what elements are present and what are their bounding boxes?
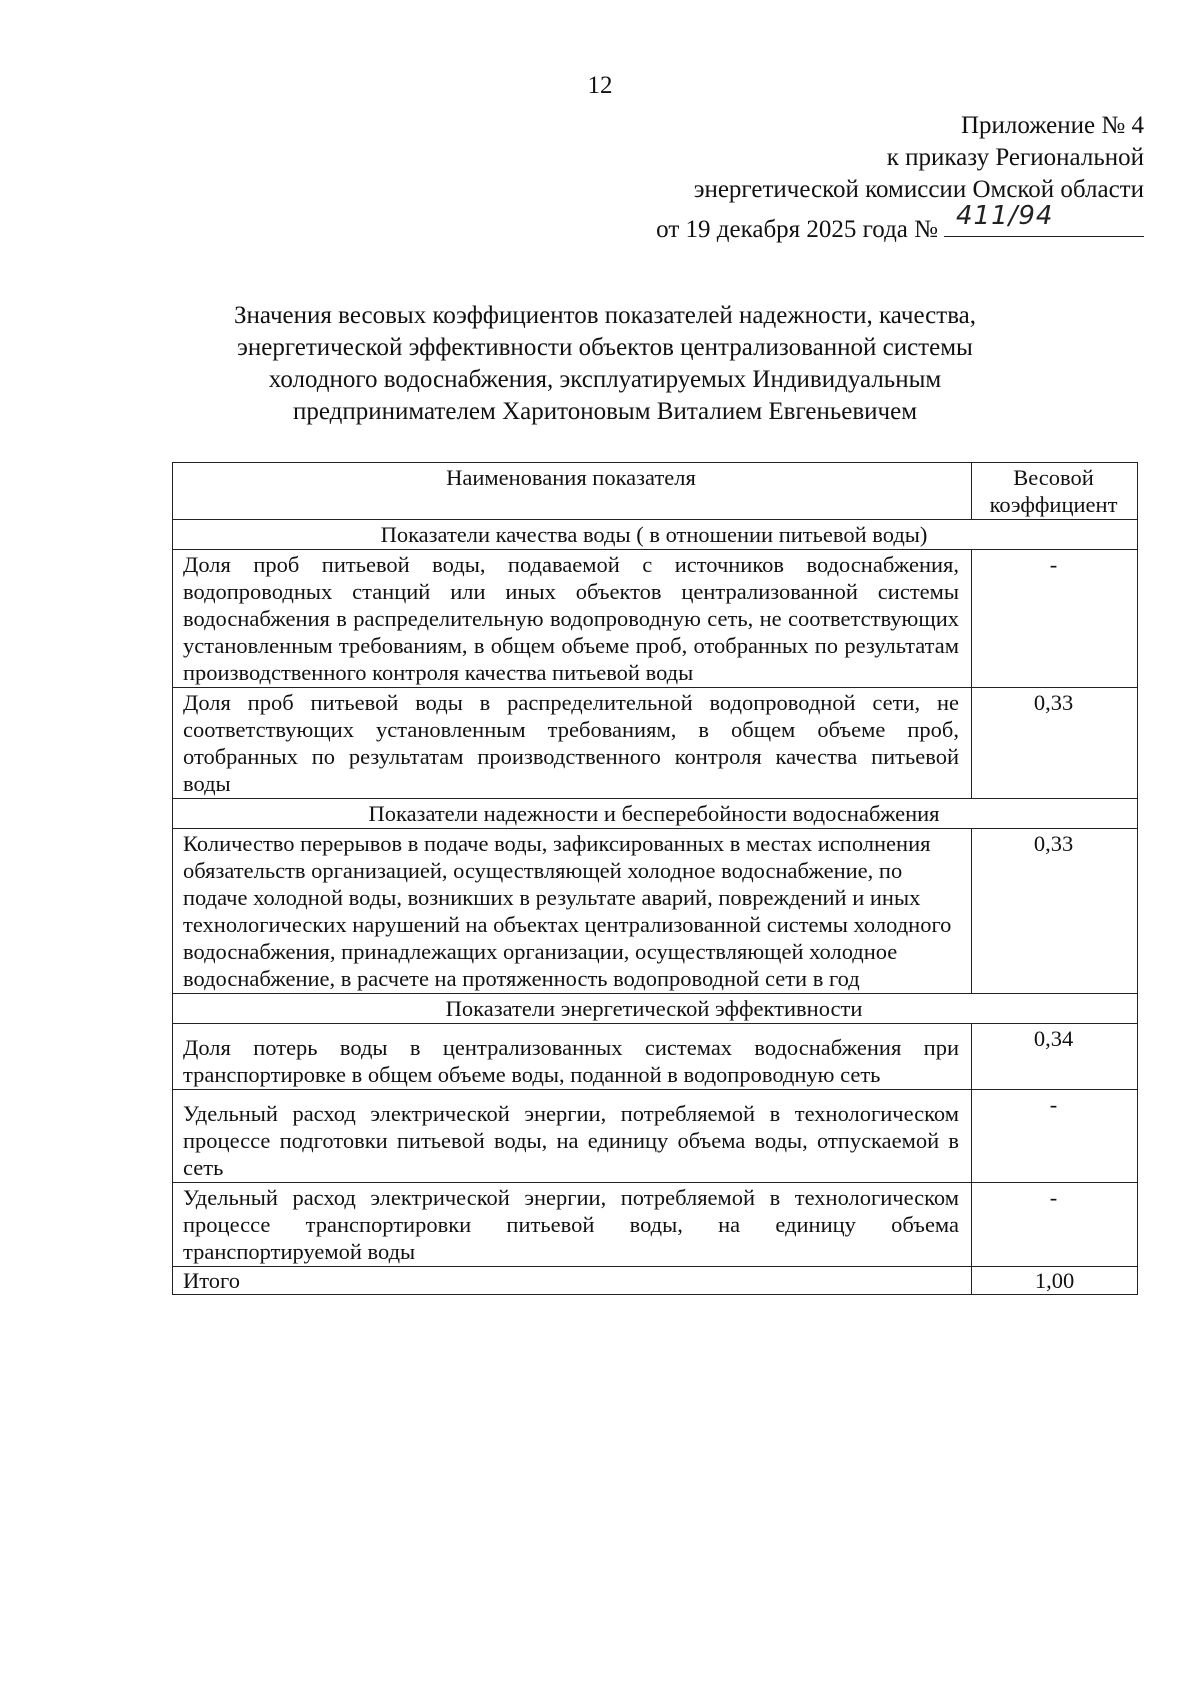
title-line-1: Значения весовых коэффициентов показателей надежности, качества, [233,302,977,329]
indicator-weight: - [972,1090,1138,1183]
total-row [173,1267,1138,1295]
page-number: 12 [587,72,613,99]
order-reference: к приказу Региональной [886,144,1144,171]
order-date: от 19 декабря 2025 года № [656,216,938,243]
table-row [173,1183,1138,1267]
section-title: Показатели надежности и бесперебойности водоснабжения [173,799,1138,829]
indicators-table [172,462,1138,1295]
column-header-name: Наименования показателя [173,463,972,520]
indicator-weight: - [972,550,1138,688]
indicator-weight: 0,33 [972,829,1138,994]
indicator-name: Доля проб питьевой воды, подаваемой с источников водоснабжения, водопроводных станций или иных объектов централизованной системы водоснабжения в распределительную водопроводную сеть, не соответствующих установленным требованиям, в общем объеме проб, отобранных по результатам производственного контроля качества питьевой воды [173,550,972,688]
table-row [173,688,1138,799]
table-row [173,1090,1138,1183]
table-row [173,1024,1138,1090]
table-row [173,550,1138,688]
indicator-weight: 0,33 [972,688,1138,799]
order-date-line [584,201,1144,246]
handwritten-order-number: 411/94 [956,201,1054,231]
indicator-name: Доля потерь воды в централизованных системах водоснабжения при транспортировке в общем объеме воды, поданной в водопроводную сеть [173,1024,972,1090]
section-row-energy-efficiency [173,994,1138,1024]
table-header-row [173,463,1138,520]
title-line-2: энергетической эффективности объектов централизованной системы [237,334,973,361]
indicator-name: Количество перерывов в подаче воды, зафиксированных в местах исполнения обязательств организацией, осуществляющей холодное водоснабжение, по подаче холодной воды, возникших в результате аварий, повреждений и иных технологических нарушений на объектах централизованной системы холодного водоснабжения, принадлежащих организации, осуществляющей холодное водоснабжение, в расчете на протяженность водопроводной сети в год [173,829,972,994]
section-row-reliability [173,799,1138,829]
section-title: Показатели энергетической эффективности [173,994,1138,1024]
order-number-field [944,201,1144,237]
table-row [173,829,1138,994]
indicator-name: Удельный расход электрической энергии, потребляемой в технологическом процессе подготовки питьевой воды, на единицу объема воды, отпускаемой в сеть [173,1090,972,1183]
indicator-weight: 0,34 [972,1024,1138,1090]
total-value: 1,00 [972,1267,1138,1295]
column-header-weight-line-1: Весовой [1013,465,1094,490]
title-line-4: предпринимателем Харитоновым Виталием Евгеньевичем [292,398,918,425]
column-header-weight-line-2: коэффициент [989,492,1118,517]
indicator-weight: - [972,1183,1138,1267]
appendix-label: Приложение № 4 [960,112,1144,139]
total-label: Итого [173,1267,972,1295]
indicator-name: Доля проб питьевой воды в распределительной водопроводной сети, не соответствующих установленным требованиям, в общем объеме проб, отобранных по результатам производственного контроля качества питьевой воды [173,688,972,799]
document-title [170,300,1040,428]
section-row-water-quality [173,520,1138,550]
commission-name: энергетической комиссии Омской области [693,176,1144,203]
column-header-weight [972,463,1138,520]
section-title: Показатели качества воды ( в отношении питьевой воды) [173,520,1138,550]
indicator-name: Удельный расход электрической энергии, потребляемой в технологическом процессе транспортировки питьевой воды, на единицу объема транспортируемой воды [173,1183,972,1267]
appendix-header [584,110,1144,246]
title-line-3: холодного водоснабжения, эксплуатируемых Индивидуальным [268,366,942,393]
